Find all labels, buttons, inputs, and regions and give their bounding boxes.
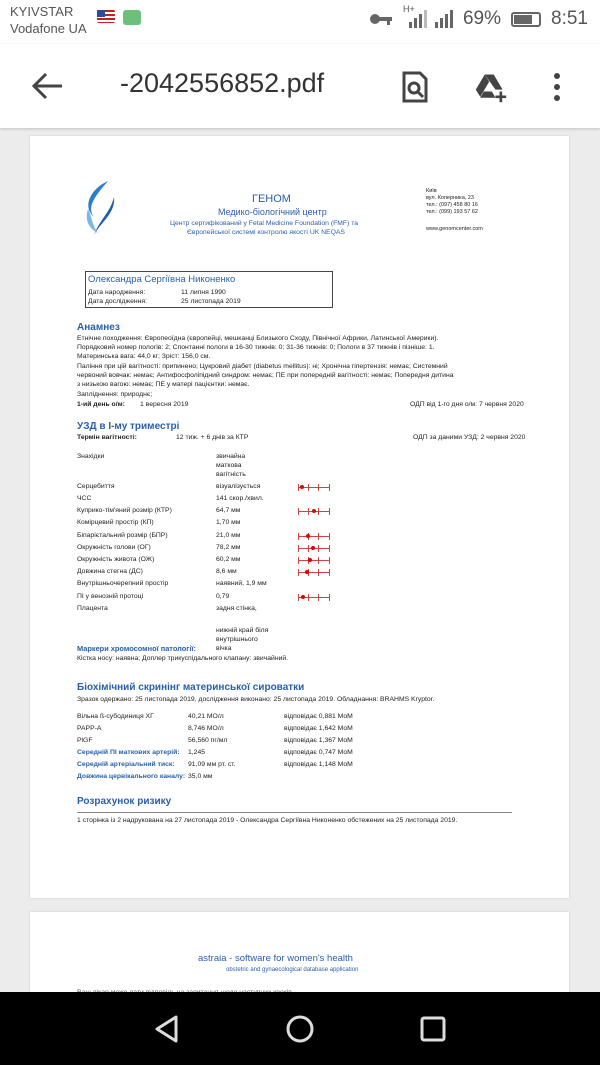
ultrasound-row-value: наявний, 1,9 мм xyxy=(216,580,267,587)
add-to-drive-icon[interactable] xyxy=(474,70,508,104)
contact-tel-2: тел.: (099) 193 57 62 xyxy=(426,209,478,215)
anamnesis-line: Паління при цій вагітності: припинено; Цукровий діабет (diabetus mellitus): ні; Хронічна гіпертензія: немає; Системний xyxy=(77,363,448,370)
biochem-row-mom: відповідає 0,881 МоМ xyxy=(284,713,353,720)
ultrasound-title: УЗД в І-му триместрі xyxy=(77,421,180,432)
clock: 8:51 xyxy=(551,8,588,29)
pdf-page-1[interactable] xyxy=(30,136,569,898)
biochem-row-mom: відповідає 0,747 МоМ xyxy=(284,749,353,756)
ultrasound-row-label: Серцебиття xyxy=(77,483,115,490)
biochem-row-label: Довжина цервікального каналу: xyxy=(77,773,186,780)
ultrasound-row-value: 21,0 мм xyxy=(216,532,241,539)
ultrasound-row-label: ПІ у венозній протоці xyxy=(77,593,144,600)
genom-logo-icon xyxy=(80,179,120,237)
network-type: H+ xyxy=(402,4,415,14)
ultrasound-row-label: Комірцевий простір (КП) xyxy=(77,519,154,526)
anamnesis-line: Материнська вага: 44,0 кг; Зріст: 156,0 см. xyxy=(77,353,211,360)
findings-label: Знахідки xyxy=(77,453,105,460)
contact-city: Київ xyxy=(426,188,437,194)
anamnesis-line: Порядковий номер пологів: 2; Спонтанні пологи в 16-30 тижнів: 0; 31-36 тижнів: 0; Пологи в 37 тижнів і пізніше: 1. xyxy=(77,344,435,351)
biochem-sample: Зразок одержано: 25 листопада 2019, дослідження виконано: 25 листопада 2019. Обладнання: BRAHMS Kryptor. xyxy=(77,696,435,703)
reference-range-bar xyxy=(298,594,330,600)
edd-lmp: ОДП від 1-го дня о/м: 7 червня 2020 xyxy=(410,401,524,408)
reference-range-bar xyxy=(298,484,330,490)
ultrasound-row-label: Внутрішньочерепний простір xyxy=(77,580,169,587)
astraia-brand: astraia - software for women's health xyxy=(198,953,353,964)
signal-2-icon xyxy=(435,10,453,28)
anamnesis-title: Анамнез xyxy=(77,322,120,333)
biochem-row-value: 40,21 МО/л xyxy=(188,713,224,720)
findings-line: звичайна xyxy=(216,453,246,460)
anamnesis-line: з низькою вагою: немає; ПЕ у матері пацієнтки: немає. xyxy=(77,381,250,388)
signal-1-icon xyxy=(402,4,425,28)
ultrasound-row-label: Біпарієтальний розмір (БПР) xyxy=(77,532,168,539)
cert-line-1: Центр сертифікований у Fetal Medicine Foundation (FMF) та xyxy=(170,220,359,227)
flag-notification-icon xyxy=(97,10,115,23)
biochem-row-label: Середній артеріальний тиск: xyxy=(77,761,175,768)
findings-line: вагітність xyxy=(216,471,246,478)
key-icon xyxy=(369,12,393,26)
cert-line-2: Європейської системі контролю якості UK NEQAS xyxy=(187,229,345,236)
footer-rule xyxy=(77,812,512,813)
search-document-icon[interactable] xyxy=(398,70,432,104)
org-subtitle: Медико-біологічний центр xyxy=(218,207,327,217)
findings-line: маткова xyxy=(216,462,242,469)
biochem-title: Біохімічний скринінг материнської сироватки xyxy=(77,682,305,693)
reference-range-bar xyxy=(298,569,330,575)
biochem-row-value: 56,560 пг/мл xyxy=(188,737,228,744)
contact-block xyxy=(426,188,483,233)
page-footer: 1 сторінка із 2 надрукована на 27 листопада 2019 - Олександра Сергіївна Никоненко обстежених на 25 листопада 2019. xyxy=(77,817,458,824)
anamnesis-line: Запліднення: природнє; xyxy=(77,391,153,398)
biochem-row-value: 35,0 мм xyxy=(188,773,213,780)
reference-range-bar xyxy=(298,545,330,551)
back-arrow-icon[interactable] xyxy=(30,71,64,101)
ultrasound-row-value: 64,7 мм xyxy=(216,507,241,514)
markers-text: Кістка носу: наявна; Доплер трикуспідального клапану: звичайний. xyxy=(77,655,289,662)
exam-date-value: 25 листопада 2019 xyxy=(181,298,241,305)
app-notification-icon xyxy=(123,10,141,25)
dob-label: Дата народження: xyxy=(88,289,146,296)
contact-tel-1: тел.: (097) 458 80 16 xyxy=(426,202,478,208)
biochem-row-label: Вільна ß-субодиниця ХГ xyxy=(77,713,154,720)
status-bar xyxy=(0,0,600,44)
ultrasound-row-value: візуалізується xyxy=(216,483,261,490)
battery-percent: 69% xyxy=(462,8,502,29)
contact-web[interactable]: www.genomcenter.com xyxy=(426,226,483,232)
biochem-row-label: PlGF xyxy=(77,737,93,744)
placenta-line: нижній край біля xyxy=(216,627,269,634)
ultrasound-row-label: Довжина стегна (ДС) xyxy=(77,568,143,575)
placenta-line: вічка xyxy=(216,645,232,652)
more-options-icon[interactable] xyxy=(550,70,564,104)
ultrasound-row-label: Плацента xyxy=(77,605,108,612)
back-nav-icon[interactable] xyxy=(152,1014,182,1044)
biochem-row-mom: відповідає 1,367 МоМ xyxy=(284,737,353,744)
biochem-row-value: 8,746 МО/л xyxy=(188,725,224,732)
carrier-1: KYIVSTAR xyxy=(10,4,74,19)
navigation-bar xyxy=(0,992,600,1065)
ultrasound-row-value: 1,70 мм xyxy=(216,519,241,526)
anamnesis-line: Етнічне походження: Європеоїдна (європейці, мешканці Близького Сходу, Північної Африки, Латинської Америки). xyxy=(77,335,439,342)
ultrasound-row-value: 141 скор./хвил. xyxy=(216,495,264,502)
carrier-info xyxy=(10,3,87,37)
ultrasound-row-label: Окружність живота (ОЖ) xyxy=(77,556,155,563)
dob-value: 11 липня 1990 xyxy=(181,289,226,296)
lmp-label: 1-ий день о/м: xyxy=(77,401,125,408)
ga-label: Термін вагітності: xyxy=(77,434,137,441)
reference-range-bar xyxy=(298,533,330,539)
biochem-row-label: Середній ПІ маткових артерій: xyxy=(77,749,180,756)
biochem-row-value: 1,245 xyxy=(188,749,206,756)
document-title: -2042556852.pdf xyxy=(120,68,325,98)
ultrasound-row-value: 0,79 xyxy=(216,593,230,600)
biochem-row-value: 91,09 мм рт. ст. xyxy=(188,761,236,768)
lmp-value: 1 вересня 2019 xyxy=(140,401,189,408)
biochem-row-mom: відповідає 1,642 МоМ xyxy=(284,725,353,732)
reference-range-bar xyxy=(298,557,330,563)
biochem-row-label: PAPP-A xyxy=(77,725,102,732)
ultrasound-row-label: Куприко-тім'яний розмір (КТР) xyxy=(77,507,172,514)
risk-title: Розрахунок ризику xyxy=(77,796,172,807)
ultrasound-row-label: ЧСС xyxy=(77,495,92,502)
ultrasound-row-label: Окружність голови (ОГ) xyxy=(77,544,151,551)
ultrasound-row-value: 60,2 мм xyxy=(216,556,241,563)
exam-date-label: Дата дослідження: xyxy=(88,298,147,305)
home-nav-icon[interactable] xyxy=(285,1014,315,1044)
findings-value xyxy=(216,452,246,479)
contact-street: вул. Коперника, 23 xyxy=(426,195,474,201)
app-bar xyxy=(0,44,600,128)
reference-range-bar xyxy=(298,508,330,514)
patient-name: Олександра Сергіївна Никоненко xyxy=(88,274,236,285)
biochem-row-mom: відповідає 1,148 МоМ xyxy=(284,761,353,768)
markers-title: Маркери хромосомної патології: xyxy=(77,644,196,653)
recents-nav-icon[interactable] xyxy=(418,1014,448,1044)
ultrasound-row-value: задня стінка, xyxy=(216,605,257,612)
edd-us: ОДП за даними УЗД: 2 червня 2020 xyxy=(413,434,526,441)
anamnesis-line: червоний вовчак: немає; Антифосфоліпідний синдром: немає; ПЕ при попередній вагітності: немає; Попередня дитина xyxy=(77,372,454,379)
ultrasound-row-value: 8,6 мм xyxy=(216,568,237,575)
astraia-tagline: obstetric and gynaecological database application xyxy=(226,967,359,973)
placenta-extra xyxy=(216,626,268,653)
ultrasound-row-value: 78,2 мм xyxy=(216,544,241,551)
ga-value: 12 тиж. + 6 днів за КТР xyxy=(176,434,249,441)
pdf-page-2[interactable] xyxy=(30,912,569,1002)
org-name: ГЕНОМ xyxy=(252,193,291,205)
battery-icon xyxy=(511,12,541,27)
carrier-2: Vodafone UA xyxy=(10,21,87,36)
placenta-line: внутрішнього xyxy=(216,636,258,643)
